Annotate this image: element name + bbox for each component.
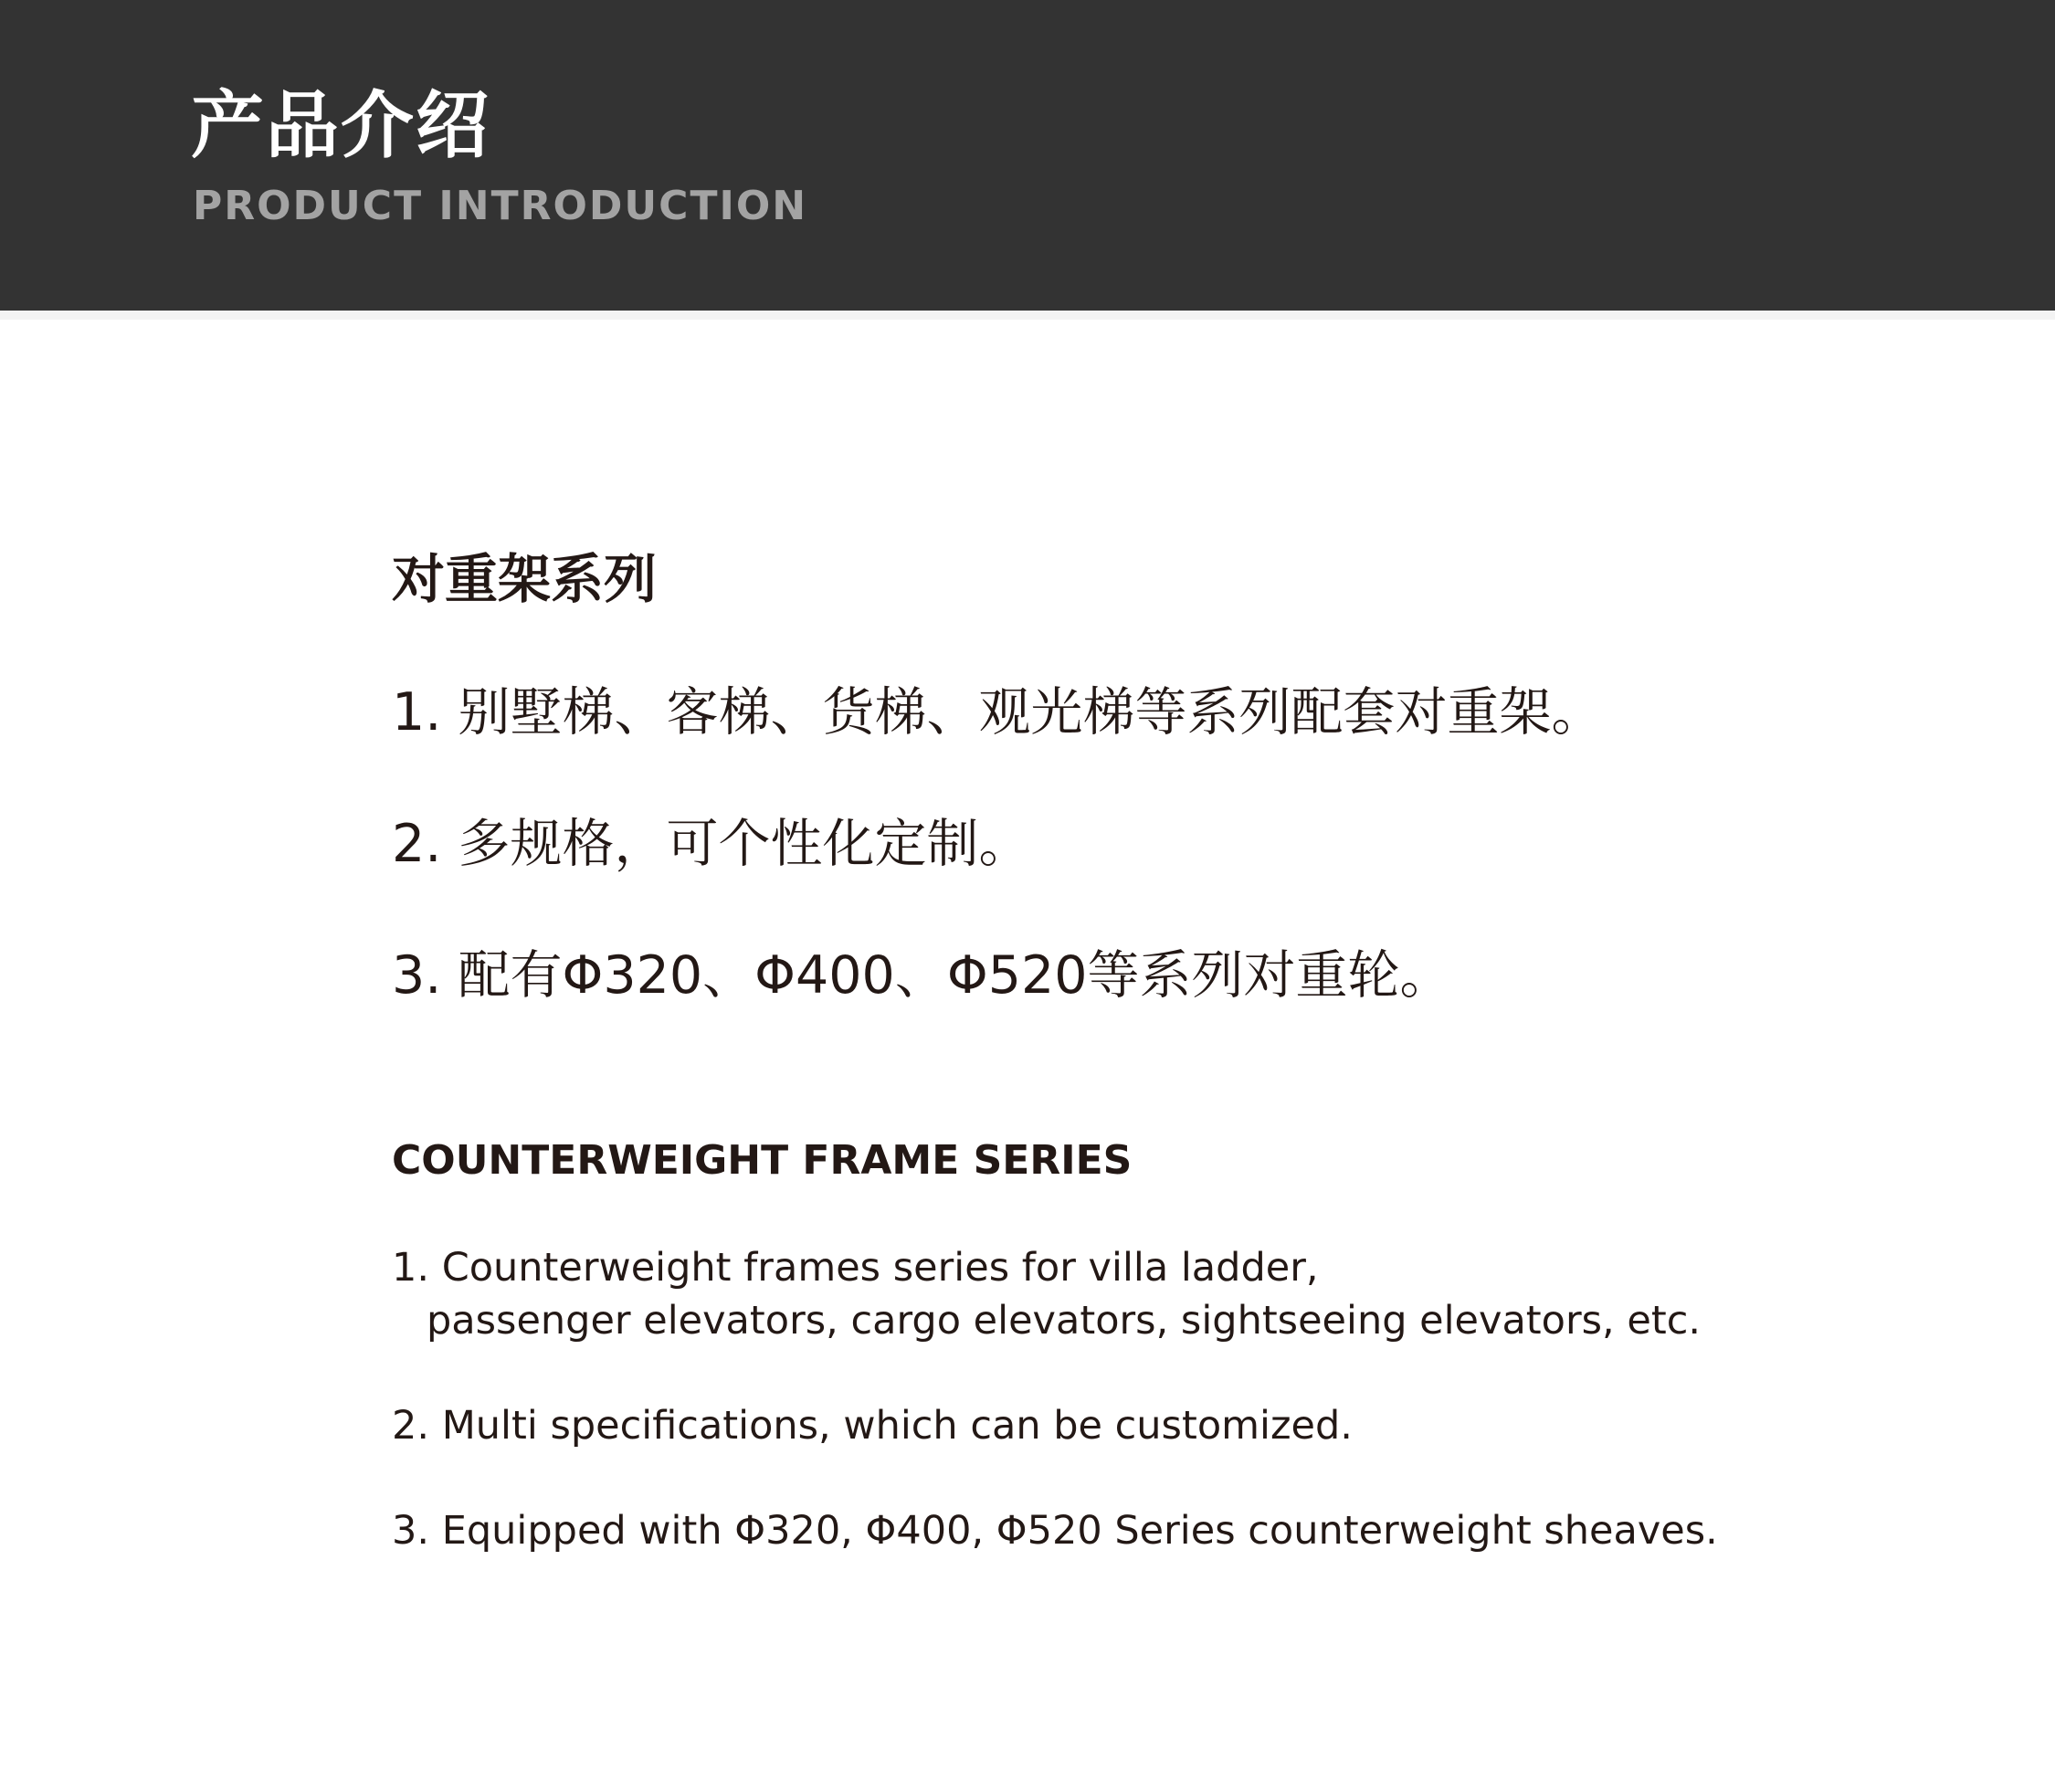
page-title: 产品介绍 xyxy=(191,83,490,168)
english-item-1-line-1: 1. Counterweight frames series for villa ladder, xyxy=(392,1245,1319,1291)
header-banner xyxy=(0,0,2055,311)
english-item-3: 3. Equipped with Φ320, Φ400, Φ520 Series counterweight sheaves. xyxy=(392,1508,1718,1554)
header-divider xyxy=(0,311,2055,320)
english-item-1-line-2: passenger elevators, cargo elevators, sightseeing elevators, etc. xyxy=(427,1298,1702,1344)
chinese-item-3: 3. 配有Φ320、Φ400、Φ520等系列对重轮。 xyxy=(392,945,1452,1006)
english-heading: COUNTERWEIGHT FRAME SERIES xyxy=(392,1137,1133,1184)
chinese-heading: 对重架系列 xyxy=(392,548,658,610)
chinese-item-2: 2. 多规格，可个性化定制。 xyxy=(392,814,1031,874)
english-item-2: 2. Multi specifications, which can be customized. xyxy=(392,1403,1353,1449)
page-subtitle: PRODUCT INTRODUCTION xyxy=(193,183,808,229)
chinese-item-1: 1. 别墅梯、客梯、货梯、观光梯等系列配套对重架。 xyxy=(392,682,1604,743)
